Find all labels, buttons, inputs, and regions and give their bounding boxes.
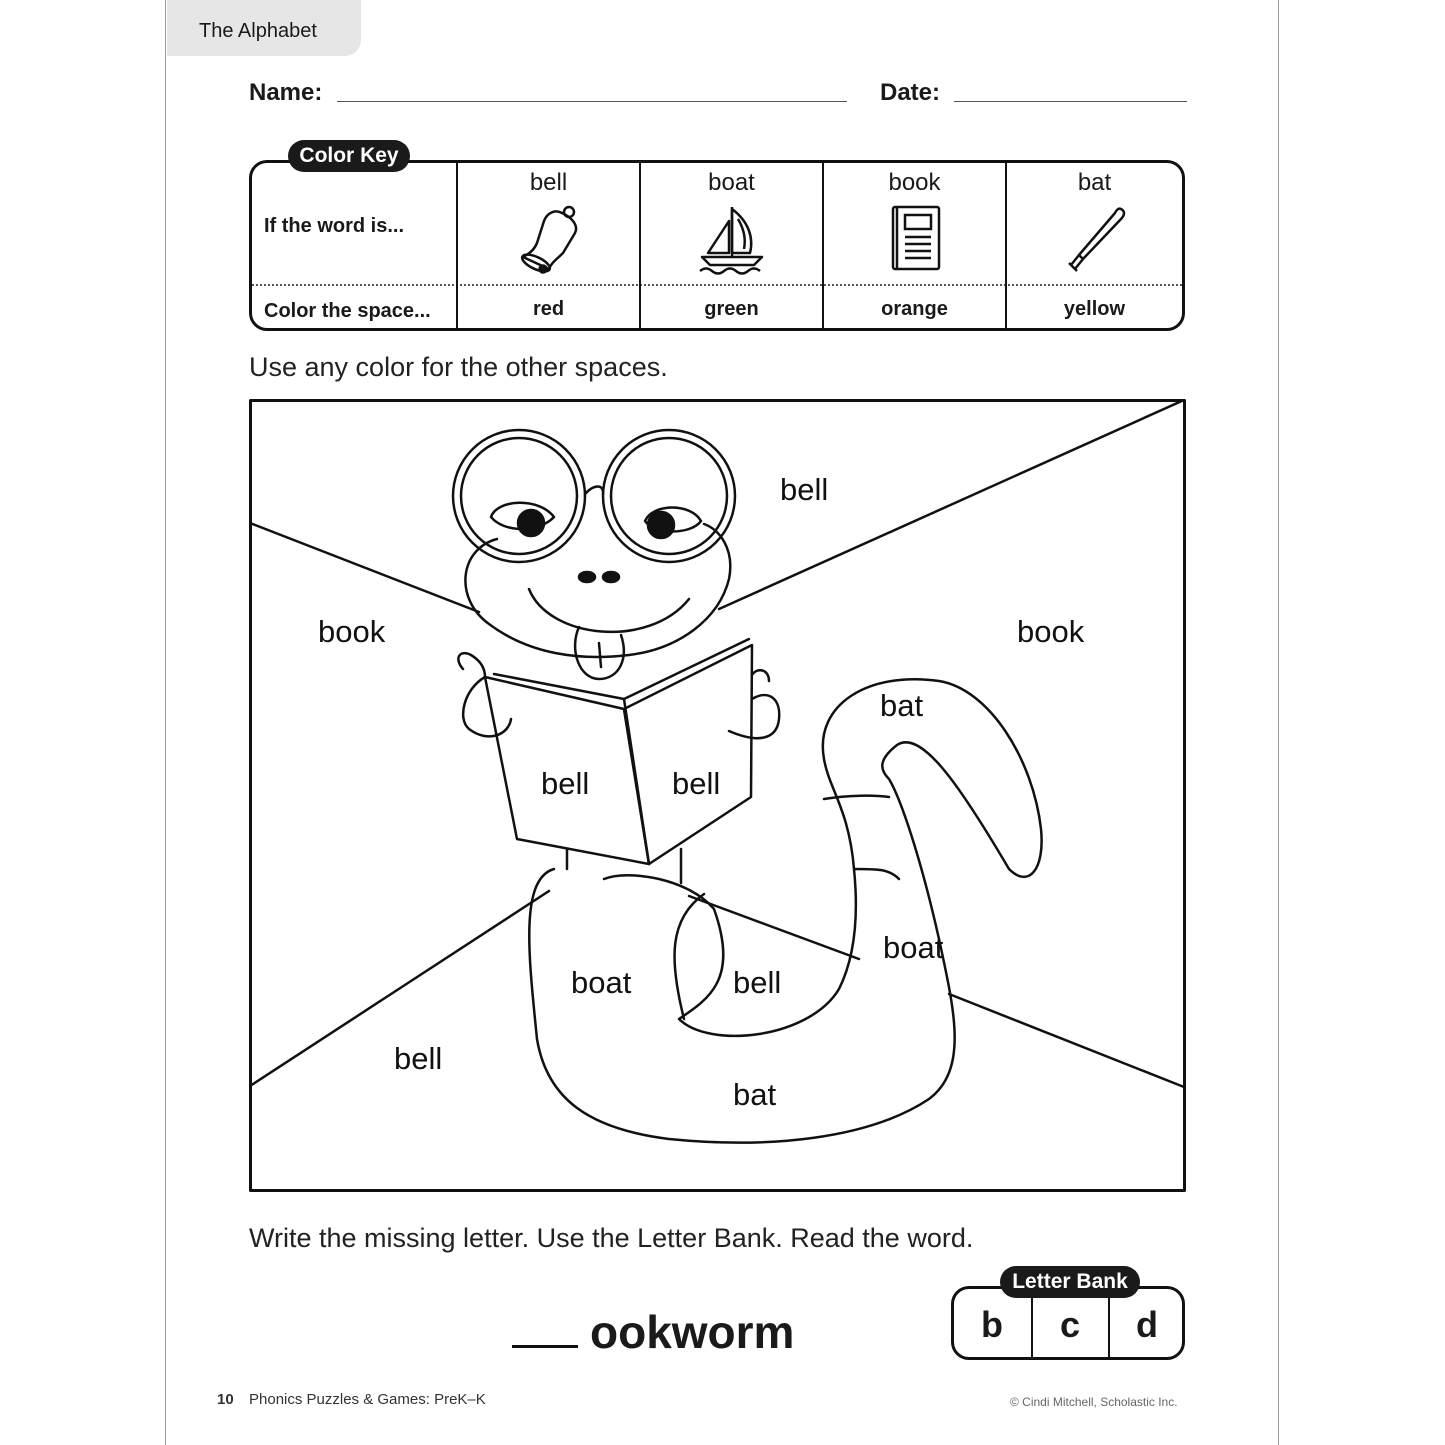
date-label: Date: <box>880 79 941 106</box>
region-line <box>949 994 1184 1087</box>
space-word-body-left: boat <box>571 965 632 1000</box>
key-color: orange <box>881 298 948 320</box>
mouth <box>529 589 689 632</box>
region-line <box>250 523 479 612</box>
worm-segment <box>674 894 704 1019</box>
nostril <box>603 572 619 582</box>
key-column-book <box>822 163 1005 328</box>
key-word: bat <box>1077 169 1112 196</box>
glasses-right-lens <box>603 430 735 562</box>
worm-head <box>465 524 730 657</box>
color-key-table <box>249 160 1185 331</box>
letter-bank-letter: c <box>1059 1304 1081 1345</box>
copyright: © Cindi Mitchell, Scholastic Inc. <box>1010 1395 1178 1409</box>
nostril <box>579 572 595 582</box>
space-word-bottom-mid: bat <box>733 1077 777 1112</box>
space-word-right: book <box>1017 614 1085 649</box>
worm-segment <box>824 796 889 799</box>
word-ending: ookworm <box>590 1306 795 1358</box>
key-word: boat <box>708 169 755 196</box>
key-row-label-color: Color the space... <box>264 300 431 322</box>
section-tab: The Alphabet <box>167 0 361 56</box>
instruction-missing-letter: Write the missing letter. Use the Letter Bank. Read the word. <box>249 1223 974 1253</box>
instruction-color: Use any color for the other spaces. <box>249 352 668 382</box>
baseball-bat-icon <box>1055 203 1135 275</box>
book-title: Phonics Puzzles & Games: PreK–K <box>249 1391 486 1408</box>
missing-letter-word <box>512 1305 794 1359</box>
page-number: 10 <box>217 1391 234 1408</box>
sailboat-icon <box>692 203 772 275</box>
book-icon <box>875 203 955 275</box>
name-field[interactable] <box>337 101 847 102</box>
key-row-label-word: If the word is... <box>264 215 405 237</box>
space-word-book-right: bell <box>672 766 721 801</box>
letter-bank-letter: d <box>1136 1304 1158 1345</box>
region-line <box>689 896 859 959</box>
name-label: Name: <box>249 79 323 106</box>
missing-letter-blank[interactable] <box>512 1345 578 1348</box>
glasses-bridge <box>585 487 603 495</box>
key-column-bat <box>1005 163 1182 328</box>
space-word-body-mid: bell <box>733 965 782 1000</box>
key-word: bell <box>529 169 568 196</box>
key-color: green <box>704 298 759 320</box>
color-key-badge: Color Key <box>288 140 410 172</box>
letter-bank-letter: b <box>981 1304 1003 1345</box>
key-color: yellow <box>1063 298 1126 320</box>
space-word-bottom-left: bell <box>394 1041 443 1076</box>
space-word-tail-top: bat <box>880 688 924 723</box>
space-word-left: book <box>318 614 386 649</box>
key-word: book <box>888 169 941 196</box>
glasses-left-lens <box>453 430 585 562</box>
key-color: red <box>532 298 565 320</box>
worm-segment <box>854 869 899 879</box>
letter-bank-title: Letter Bank <box>1000 1266 1140 1298</box>
bell-icon <box>509 203 589 275</box>
space-word-book-left: bell <box>541 766 590 801</box>
key-column-boat <box>639 163 822 328</box>
date-field[interactable] <box>954 101 1187 102</box>
key-column-bell <box>456 163 639 328</box>
space-word-body-right: boat <box>883 930 944 965</box>
space-word-top-right: bell <box>780 472 829 507</box>
